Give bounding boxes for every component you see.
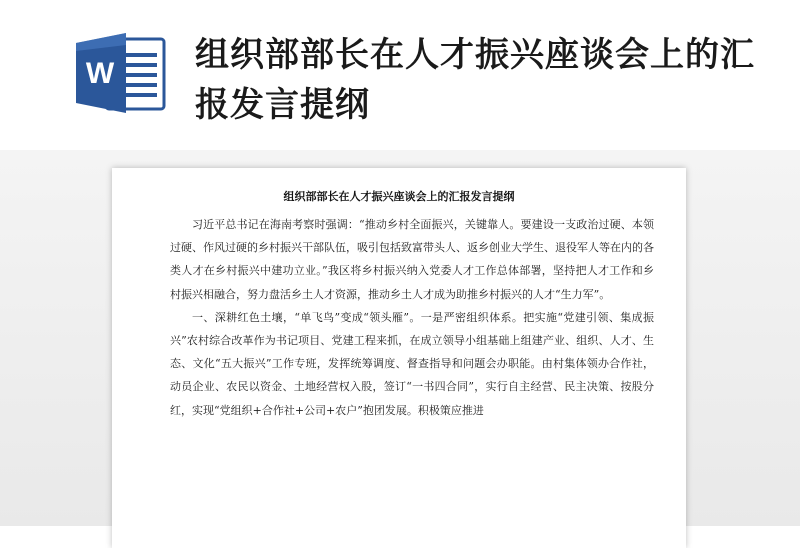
document-paragraph: 习近平总书记在海南考察时强调：“推动乡村全面振兴，关键靠人。要建设一支政治过硬、本领过硬、作风过硬的乡村振兴干部队伍，吸引包括致富带头人、返乡创业大学生、退役军人等在内的各类人才在乡村振兴中建功立业。”我区将乡村振兴纳入党委人才工作总体部署，坚持把人才工作和乡村振兴相融合，努力盘活乡土人才资源，推动乡土人才成为助推乡村振兴的人才“生力军”。 [170,218,654,301]
page-title: 组织部部长在人才振兴座谈会上的汇报发言提纲 [195,35,755,125]
document-page[interactable] [112,168,686,548]
header [0,0,800,150]
document-body [170,213,654,422]
document-title: 组织部部长在人才振兴座谈会上的汇报发言提纲 [283,190,515,203]
document-paragraph: 一、深耕红色土壤，“单飞鸟”变成“领头雁”。一是严密组织体系。把实施“党建引领、集成振兴”农村综合改革作为书记项目、党建工程来抓，在成立领导小组基础上组建产业、组织、人才、生态、文化“五大振兴”工作专班，发挥统筹调度、督查指导和问题会办职能。由村集体领办合作社，动员企业、农民以资金、土地经营权入股，签订“一书四合同”，实行自主经营、民主决策、按股分红，实现“党组织+合作社+公司+农户”抱团发展。积极策应推进 [170,310,654,417]
word-document-icon [76,33,168,113]
word-icon-letter: W [85,57,115,90]
